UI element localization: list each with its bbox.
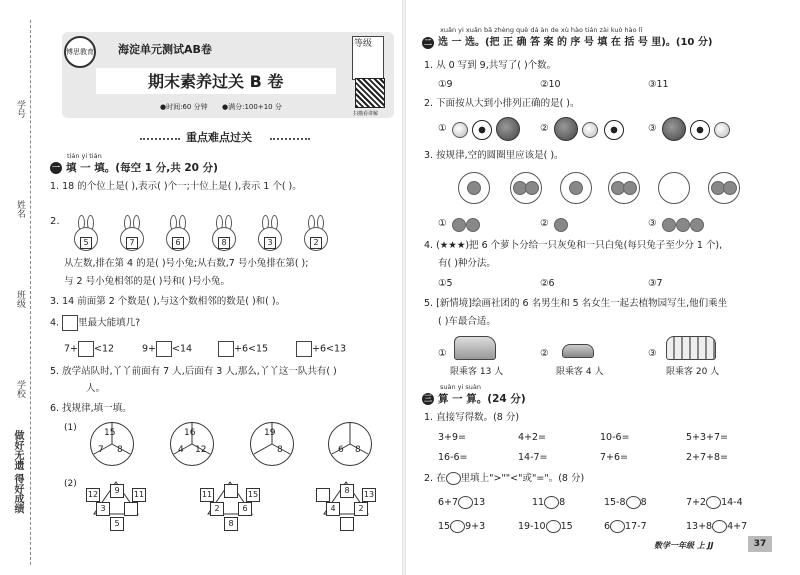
qr-code-icon bbox=[355, 78, 385, 108]
pie-diagram bbox=[328, 422, 372, 466]
dot bbox=[690, 218, 704, 232]
calc-1-title: 1. 直接写得数。(8 分) bbox=[424, 412, 520, 423]
brand-logo-icon: 博思教育 bbox=[64, 36, 96, 68]
tri-bottom: 5 bbox=[110, 517, 124, 531]
grade-label: 等级 bbox=[354, 39, 373, 49]
section-number-2: 二 bbox=[424, 38, 432, 47]
question-3: 3. 14 前面第 2 个数是( ),与这个数相邻的数是( )和( )。 bbox=[50, 296, 286, 307]
compare-oval[interactable] bbox=[546, 520, 561, 533]
vehicle-cap-b: 限乘客 4 人 bbox=[556, 367, 604, 377]
tri-mid-right: 2 bbox=[354, 502, 368, 516]
triangle-puzzle bbox=[316, 480, 376, 530]
r-question-1: 1. 从 0 写到 9,共写了( )个数。 bbox=[424, 60, 557, 71]
pattern-circle bbox=[608, 172, 640, 204]
r-question-4-line1: 4. (★★★)把 6 个萝卜分给一只灰兔和一只白兔(每只兔子至少分 1 个), bbox=[424, 240, 723, 251]
focus-banner-line-left bbox=[140, 138, 180, 140]
sec1-pinyin: tián yi tián bbox=[67, 152, 102, 160]
page-title: 期末素养过关 B 卷 bbox=[148, 72, 284, 91]
bunny-number: 6 bbox=[172, 237, 184, 249]
van-icon bbox=[454, 336, 496, 360]
r-question-3: 3. 按规律,空的圆圈里应该是( )。 bbox=[424, 150, 564, 161]
calc-item: 3+9= bbox=[438, 432, 467, 443]
compare-item: 15-8 8 bbox=[604, 497, 647, 508]
bunny-number: 3 bbox=[264, 237, 276, 249]
tri-top bbox=[224, 484, 238, 498]
q6-part-2: (2) bbox=[64, 479, 77, 489]
dot bbox=[554, 218, 568, 232]
full-score: ●满分:100+10 分 bbox=[222, 103, 282, 111]
sec2-pinyin: xuǎn yi xuǎn bǎ zhèng què dá àn de xù hào tián zài kuò hào lǐ bbox=[440, 26, 643, 34]
footer-subject: 数学一年级 上 JJ bbox=[654, 541, 714, 550]
volleyball-icon bbox=[452, 122, 468, 138]
bunny bbox=[118, 215, 146, 251]
calc-item: 14-7= bbox=[518, 452, 548, 463]
bunny-number: 2 bbox=[310, 237, 322, 249]
question-4: 4. 里最大能填几? bbox=[50, 315, 140, 331]
compare-oval[interactable] bbox=[610, 520, 625, 533]
volleyball-icon bbox=[582, 122, 598, 138]
pie-br: 8 bbox=[117, 445, 123, 455]
compare-oval bbox=[446, 472, 461, 485]
answer-box[interactable] bbox=[156, 341, 172, 357]
vehicle-opt-a[interactable]: ① bbox=[438, 348, 447, 359]
dot bbox=[466, 218, 480, 232]
binding-line bbox=[30, 20, 31, 565]
pattern-circle bbox=[510, 172, 542, 204]
sec1-title: 填 一 填。(每空 1 分,共 20 分) bbox=[66, 162, 218, 174]
answer-box[interactable] bbox=[78, 341, 94, 357]
car-icon bbox=[562, 344, 594, 358]
compare-oval[interactable] bbox=[544, 496, 559, 509]
sec3-title: 算 一 算。(24 分) bbox=[438, 393, 526, 405]
pattern-circle bbox=[458, 172, 490, 204]
vehicle-cap-c: 限乘客 20 人 bbox=[666, 367, 720, 377]
qr-caption: 扫描看讲解 bbox=[353, 111, 379, 117]
pie-br: 8 bbox=[355, 445, 361, 455]
r-q4-opt-a[interactable]: ①5 bbox=[438, 278, 453, 289]
vehicle-opt-b[interactable]: ② bbox=[540, 348, 549, 359]
compare-item: 7+2 14-4 bbox=[686, 497, 743, 508]
tri-right: 15 bbox=[246, 488, 260, 502]
r-question-2: 2. 下面按从大到小排列正确的是( )。 bbox=[424, 98, 580, 109]
dot bbox=[676, 218, 690, 232]
focus-banner-line-right bbox=[270, 138, 310, 140]
dot bbox=[662, 218, 676, 232]
pie-bl: 4 bbox=[178, 445, 184, 455]
triangle-puzzle bbox=[200, 480, 260, 530]
section-number-3: 三 bbox=[424, 394, 432, 403]
compare-item: 13+8 4+7 bbox=[686, 521, 748, 532]
pattern-circle bbox=[560, 172, 592, 204]
r-q1-opt-c[interactable]: ③11 bbox=[648, 79, 669, 90]
calc-2-title: 2. 在 里填上">""<"或"="。(8 分) bbox=[424, 473, 585, 484]
compare-oval[interactable] bbox=[712, 520, 727, 533]
tri-top: 8 bbox=[340, 484, 354, 498]
bunny bbox=[164, 215, 192, 251]
bunny bbox=[210, 215, 238, 251]
bunny bbox=[302, 215, 330, 251]
q4-item-4: +6<13 bbox=[296, 341, 346, 357]
tri-right: 13 bbox=[362, 488, 376, 502]
compare-item: 19-10 15 bbox=[518, 521, 573, 532]
question-5-line1: 5. 放学站队时,丫丫前面有 7 人,后面有 3 人,那么,丫丫这一队共有( ) bbox=[50, 366, 337, 377]
tri-mid-right: 6 bbox=[238, 502, 252, 516]
pie-diagram bbox=[170, 422, 214, 466]
compare-oval[interactable] bbox=[458, 496, 473, 509]
calc-item: 7+6= bbox=[600, 452, 629, 463]
bunny-number: 5 bbox=[80, 237, 92, 249]
sec2-title: 选 一 选。(把 正 确 答 案 的 序 号 填 在 括 号 里)。(10 分) bbox=[438, 37, 713, 48]
gutter-label-class: 班级 bbox=[15, 290, 25, 308]
calc-item: 16-6= bbox=[438, 452, 468, 463]
tri-top: 9 bbox=[110, 484, 124, 498]
soccer-ball-icon bbox=[604, 120, 624, 140]
r-q1-opt-b[interactable]: ②10 bbox=[540, 79, 561, 90]
pie-diagram bbox=[90, 422, 134, 466]
bunny-number: 8 bbox=[218, 237, 230, 249]
calc-item: 4+2= bbox=[518, 432, 547, 443]
basketball-icon bbox=[662, 117, 686, 141]
soccer-ball-icon bbox=[690, 120, 710, 140]
r-question-5-line1: 5. [新情境]绘画社团的 6 名男生和 5 名女生一起去植物园写生,他们乘坐 bbox=[424, 298, 728, 309]
page-number: 37 bbox=[748, 536, 772, 552]
vehicle-cap-a: 限乘客 13 人 bbox=[450, 367, 504, 377]
pie-top: 16 bbox=[184, 428, 196, 438]
section-number-1: 一 bbox=[52, 163, 60, 172]
pattern-circle bbox=[708, 172, 740, 204]
calc-item: 2+7+8= bbox=[686, 452, 729, 463]
gutter-slogan: 做好无遗 得好成绩 bbox=[12, 430, 23, 514]
brand-name: 海淀单元测试AB卷 bbox=[118, 43, 212, 56]
q6-part-1: (1) bbox=[64, 423, 77, 433]
r-q3-opt-b[interactable]: ② bbox=[540, 218, 549, 229]
dot bbox=[452, 218, 466, 232]
bunny bbox=[72, 215, 100, 251]
r-q3-opt-a[interactable]: ① bbox=[438, 218, 447, 229]
r-q2-opt-b[interactable]: ② bbox=[540, 123, 549, 134]
vehicle-opt-c[interactable]: ③ bbox=[648, 348, 657, 359]
r-q3-opt-c[interactable]: ③ bbox=[648, 218, 657, 229]
r-q1-opt-a[interactable]: ①9 bbox=[438, 79, 453, 90]
tri-left: 11 bbox=[200, 488, 214, 502]
page-fold bbox=[402, 0, 406, 575]
bus-icon bbox=[666, 336, 716, 360]
question-2-line2: 与 2 号小兔相邻的是( )号和( )号小兔。 bbox=[64, 276, 230, 287]
triangle-puzzle bbox=[86, 480, 146, 530]
pie-bl: 6 bbox=[338, 445, 344, 455]
pie-top: 15 bbox=[104, 428, 116, 438]
question-2-label: 2. bbox=[50, 216, 60, 227]
basketball-icon bbox=[496, 117, 520, 141]
tri-mid-left: 3 bbox=[96, 502, 110, 516]
compare-oval[interactable] bbox=[626, 496, 641, 509]
focus-banner: 重点难点过关 bbox=[186, 131, 252, 144]
tri-mid-right bbox=[124, 502, 138, 516]
q4-item-1: 7+ <12 bbox=[64, 341, 114, 357]
r-question-4-line2: 有( )种分法。 bbox=[438, 258, 496, 269]
compare-item: 11 8 bbox=[532, 497, 566, 508]
answer-box[interactable] bbox=[62, 315, 78, 331]
tri-left bbox=[316, 488, 330, 502]
tri-bottom: 8 bbox=[224, 517, 238, 531]
r-q2-opt-a[interactable]: ① bbox=[438, 123, 447, 134]
tri-left: 12 bbox=[86, 488, 100, 502]
compare-oval[interactable] bbox=[450, 520, 465, 533]
compare-item: 15 9+3 bbox=[438, 521, 486, 532]
basketball-icon bbox=[554, 117, 578, 141]
pie-top: 19 bbox=[264, 428, 276, 438]
compare-oval[interactable] bbox=[706, 496, 721, 509]
bunny-number: 7 bbox=[126, 237, 138, 249]
tri-bottom bbox=[340, 517, 354, 531]
answer-box[interactable] bbox=[296, 341, 312, 357]
calc-item: 10-6= bbox=[600, 432, 630, 443]
pie-diagram bbox=[250, 422, 294, 466]
gutter-label-id: 学号 bbox=[15, 100, 25, 118]
r-question-5-line2: ( )车最合适。 bbox=[438, 316, 496, 327]
tri-mid-left: 4 bbox=[326, 502, 340, 516]
pie-br: 12 bbox=[195, 445, 207, 455]
time-limit: ●时间:60 分钟 bbox=[160, 103, 208, 111]
question-5-line2: 人。 bbox=[86, 383, 106, 394]
r-q4-opt-b[interactable]: ②6 bbox=[540, 278, 555, 289]
pie-br: 8 bbox=[277, 445, 283, 455]
tri-mid-left: 2 bbox=[210, 502, 224, 516]
sec3-pinyin: suàn yi suàn bbox=[440, 383, 482, 391]
r-q4-opt-c[interactable]: ③7 bbox=[648, 278, 663, 289]
soccer-ball-icon bbox=[472, 120, 492, 140]
question-2-line1: 从左数,排在第 4 的是( )号小兔;从右数,7 号小兔排在第( ); bbox=[64, 258, 309, 269]
question-6: 6. 找规律,填一填。 bbox=[50, 403, 132, 414]
compare-item: 6+7 13 bbox=[438, 497, 486, 508]
answer-box[interactable] bbox=[218, 341, 234, 357]
gutter-label-name: 姓名 bbox=[15, 200, 25, 218]
pie-bl: 7 bbox=[98, 445, 104, 455]
compare-item: 6 17-7 bbox=[604, 521, 647, 532]
q4-item-3: +6<15 bbox=[218, 341, 268, 357]
volleyball-icon bbox=[714, 122, 730, 138]
question-1: 1. 18 的个位上是( ),表示( )个一;十位上是( ),表示 1 个( )。 bbox=[50, 181, 302, 192]
bunny bbox=[256, 215, 284, 251]
gutter-label-school: 学校 bbox=[15, 380, 25, 398]
calc-item: 5+3+7= bbox=[686, 432, 729, 443]
q4-item-2: 9+ <14 bbox=[142, 341, 192, 357]
r-q2-opt-c[interactable]: ③ bbox=[648, 123, 657, 134]
tri-right: 11 bbox=[132, 488, 146, 502]
pattern-circle-blank[interactable] bbox=[658, 172, 690, 204]
